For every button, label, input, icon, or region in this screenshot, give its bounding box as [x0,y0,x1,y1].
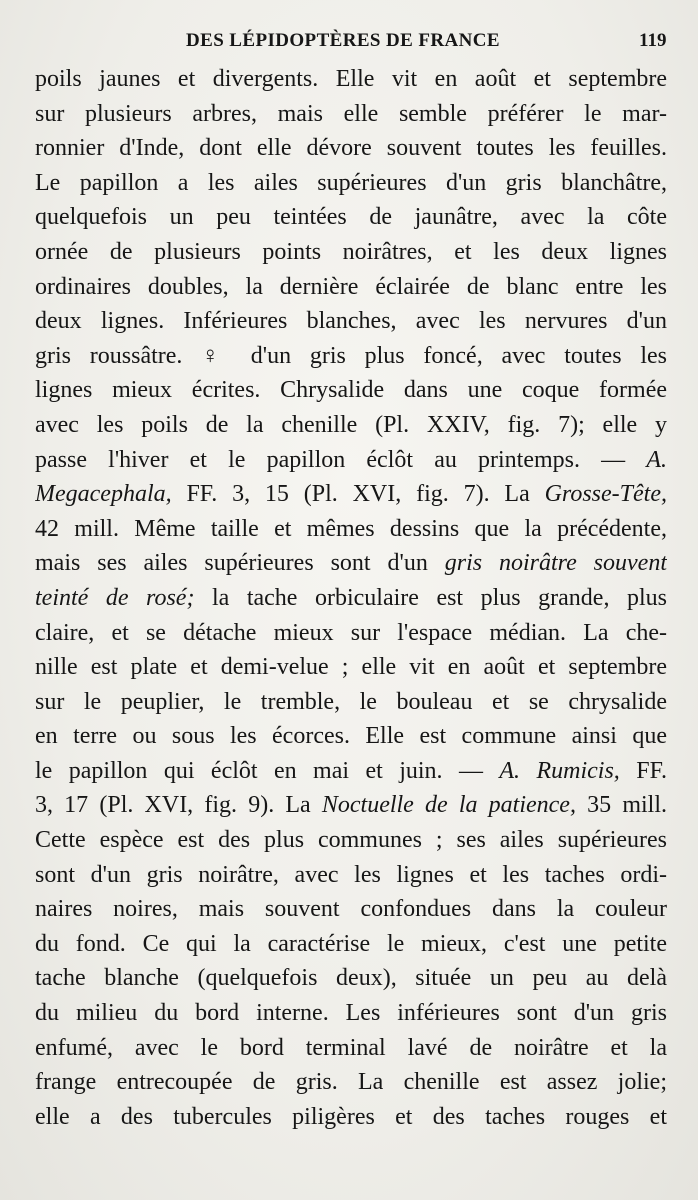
text-line [35,443,667,478]
text-span: 3, 17 (Pl. XVI, fig. 9). La [35,792,322,819]
text-line [35,788,667,823]
italic-text: A. [646,446,667,473]
text-span: FF. [619,757,667,784]
text-span: ordinaires doubles, la dernière éclairée de blanc entre les [35,273,667,300]
text-line [35,166,667,201]
text-span: naires noires, mais souvent confondues dans la couleur [35,896,667,923]
text-span: nille est plate et demi-velue ; elle vit en août et septembre [35,654,667,681]
text-line [35,477,667,512]
text-span: quelquefois un peu teintées de jaunâtre, avec la côte [35,204,667,231]
italic-text: gris noirâtre souvent [444,550,667,577]
text-line [35,512,667,547]
text-line [35,408,667,443]
text-span: enfumé, avec le bord terminal lavé de noirâtre et la [35,1034,667,1061]
text-span: deux lignes. Inférieures blanches, avec les nervures d'un [35,308,667,335]
text-span: du milieu du bord interne. Les inférieures sont d'un gris [35,1000,667,1027]
running-title: DES LÉPIDOPTÈRES DE FRANCE [186,30,500,51]
text-line [35,304,667,339]
text-span: ronnier d'Inde, dont elle dévore souvent toutes les feuilles. [35,135,667,162]
text-line [35,719,667,754]
text-line [35,373,667,408]
text-span: Cette espèce est des plus communes ; ses ailes supérieures [35,827,667,854]
italic-text: Noctuelle de la patience, [321,792,576,819]
text-span: frange entrecoupée de gris. La chenille est assez jolie; [35,1069,667,1096]
page-number: 119 [639,30,667,51]
text-span: ornée de plusieurs points noirâtres, et les deux lignes [35,238,667,265]
text-span: du fond. Ce qui la caractérise le mieux, c'est une petite [35,930,667,957]
text-line [35,270,667,305]
text-line [35,1031,667,1066]
text-span: poils jaunes et divergents. Elle vit en août et septembre [35,66,667,92]
text-line [35,754,667,789]
text-line [35,97,667,132]
page-header [0,30,698,56]
text-line [35,616,667,651]
text-line [35,858,667,893]
text-span: Le papillon a les ailes supérieures d'un gris blanchâtre, [35,169,667,196]
text-span: en terre ou sous les écorces. Elle est commune ainsi que [35,723,667,750]
italic-text: Grosse-Tête, [544,481,667,508]
text-span: elle a des tubercules piligères et des taches rouges et [35,1103,667,1130]
text-span: FF. 3, 15 (Pl. XVI, fig. 7). La [171,481,545,508]
italic-text: teinté de rosé; [35,584,195,611]
text-line [35,823,667,858]
text-line [35,546,667,581]
text-span: lignes mieux écrites. Chrysalide dans une coque formée [35,377,667,404]
text-line [35,235,667,270]
text-line [35,927,667,962]
text-line [35,131,667,166]
text-span: sur plusieurs arbres, mais elle semble préférer le mar- [35,100,667,127]
text-line [35,62,667,97]
text-span: avec les poils de la chenille (Pl. XXIV, fig. 7); elle y [35,411,667,438]
body-text [35,62,667,1134]
text-line [35,1065,667,1100]
text-span: sont d'un gris noirâtre, avec les lignes et les taches ordi- [35,861,667,888]
text-span: 35 mill. [575,792,667,819]
text-line [35,650,667,685]
text-span: la tache orbiculaire est plus grande, plus [194,584,667,611]
text-line [35,339,667,374]
text-span: le papillon qui éclôt en mai et juin. — [35,757,500,784]
text-line [35,685,667,720]
text-span: tache blanche (quelquefois deux), située un peu au delà [35,965,667,992]
text-line [35,200,667,235]
text-span: 42 mill. Même taille et mêmes dessins que la précédente, [35,515,667,542]
text-span: passe l'hiver et le papillon éclôt au printemps. — [35,446,647,473]
text-span: claire, et se détache mieux sur l'espace médian. La che- [35,619,667,646]
text-line [35,892,667,927]
text-line [35,1100,667,1135]
text-line [35,961,667,996]
italic-text: A. Rumicis, [499,757,620,784]
italic-text: Megacephala, [35,481,172,508]
text-span: gris roussâtre. ♀ d'un gris plus foncé, avec toutes les [35,342,667,369]
text-line [35,581,667,616]
text-span: sur le peuplier, le tremble, le bouleau et se chrysalide [35,688,667,715]
text-span: mais ses ailes supérieures sont d'un [35,550,445,577]
text-line [35,996,667,1031]
